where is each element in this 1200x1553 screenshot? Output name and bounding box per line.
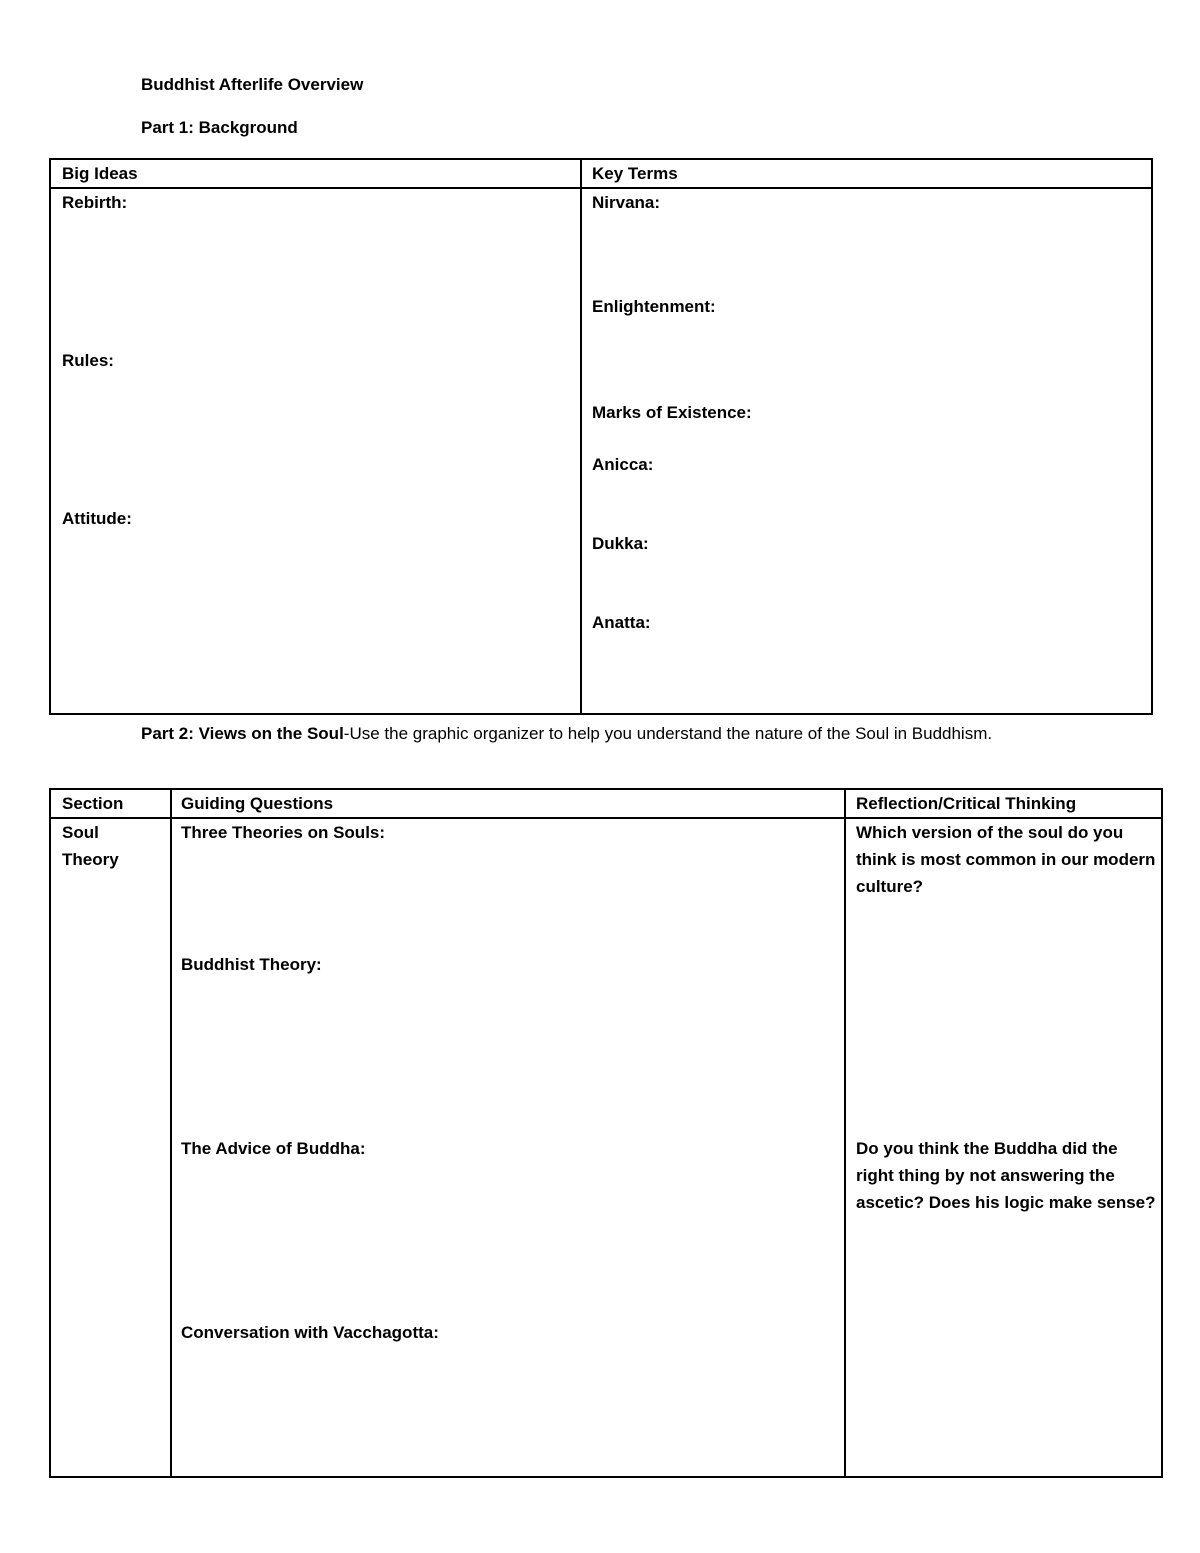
header-guiding-questions: Guiding Questions (181, 794, 334, 813)
reflection-common-soul: Which version of the soul do you think is most common in our modern culture? (856, 823, 1156, 896)
section-soul-theory: Soul Theory (62, 823, 119, 869)
reflection-buddha-logic: Do you think the Buddha did the right thing by not answering the ascetic? Does his logic make sense? (856, 1139, 1156, 1212)
table-header-divider (51, 187, 1151, 189)
label-rebirth: Rebirth: (62, 193, 128, 212)
part1-heading: Part 1: Background (141, 118, 298, 137)
term-anatta: Anatta: (592, 613, 651, 632)
term-dukka: Dukka: (592, 534, 649, 553)
question-vacchagotta: Conversation with Vacchagotta: (181, 1323, 439, 1342)
term-enlightenment: Enlightenment: (592, 297, 716, 316)
header-key-terms: Key Terms (592, 164, 678, 183)
question-buddhist-theory: Buddhist Theory: (181, 955, 322, 974)
soul-views-table (49, 788, 1163, 1478)
part2-heading: Part 2: Views on the Soul (141, 724, 344, 743)
document-title: Buddhist Afterlife Overview (141, 75, 364, 94)
header-section: Section (62, 794, 124, 813)
table-column-divider (844, 790, 846, 1476)
header-big-ideas: Big Ideas (62, 164, 138, 183)
label-rules: Rules: (62, 351, 114, 370)
question-three-theories: Three Theories on Souls: (181, 823, 386, 842)
background-table (49, 158, 1153, 715)
table-column-divider (170, 790, 172, 1476)
question-advice-of-buddha: The Advice of Buddha: (181, 1139, 366, 1158)
term-nirvana: Nirvana: (592, 193, 661, 212)
part2-intro (141, 720, 1061, 748)
header-reflection: Reflection/Critical Thinking (856, 794, 1077, 813)
label-attitude: Attitude: (62, 509, 132, 528)
part2-instructions: -Use the graphic organizer to help you understand the nature of the Soul in Buddhism. (343, 724, 993, 743)
table-column-divider (580, 160, 582, 713)
term-marks-of-existence: Marks of Existence: (592, 403, 752, 422)
term-anicca: Anicca: (592, 455, 654, 474)
